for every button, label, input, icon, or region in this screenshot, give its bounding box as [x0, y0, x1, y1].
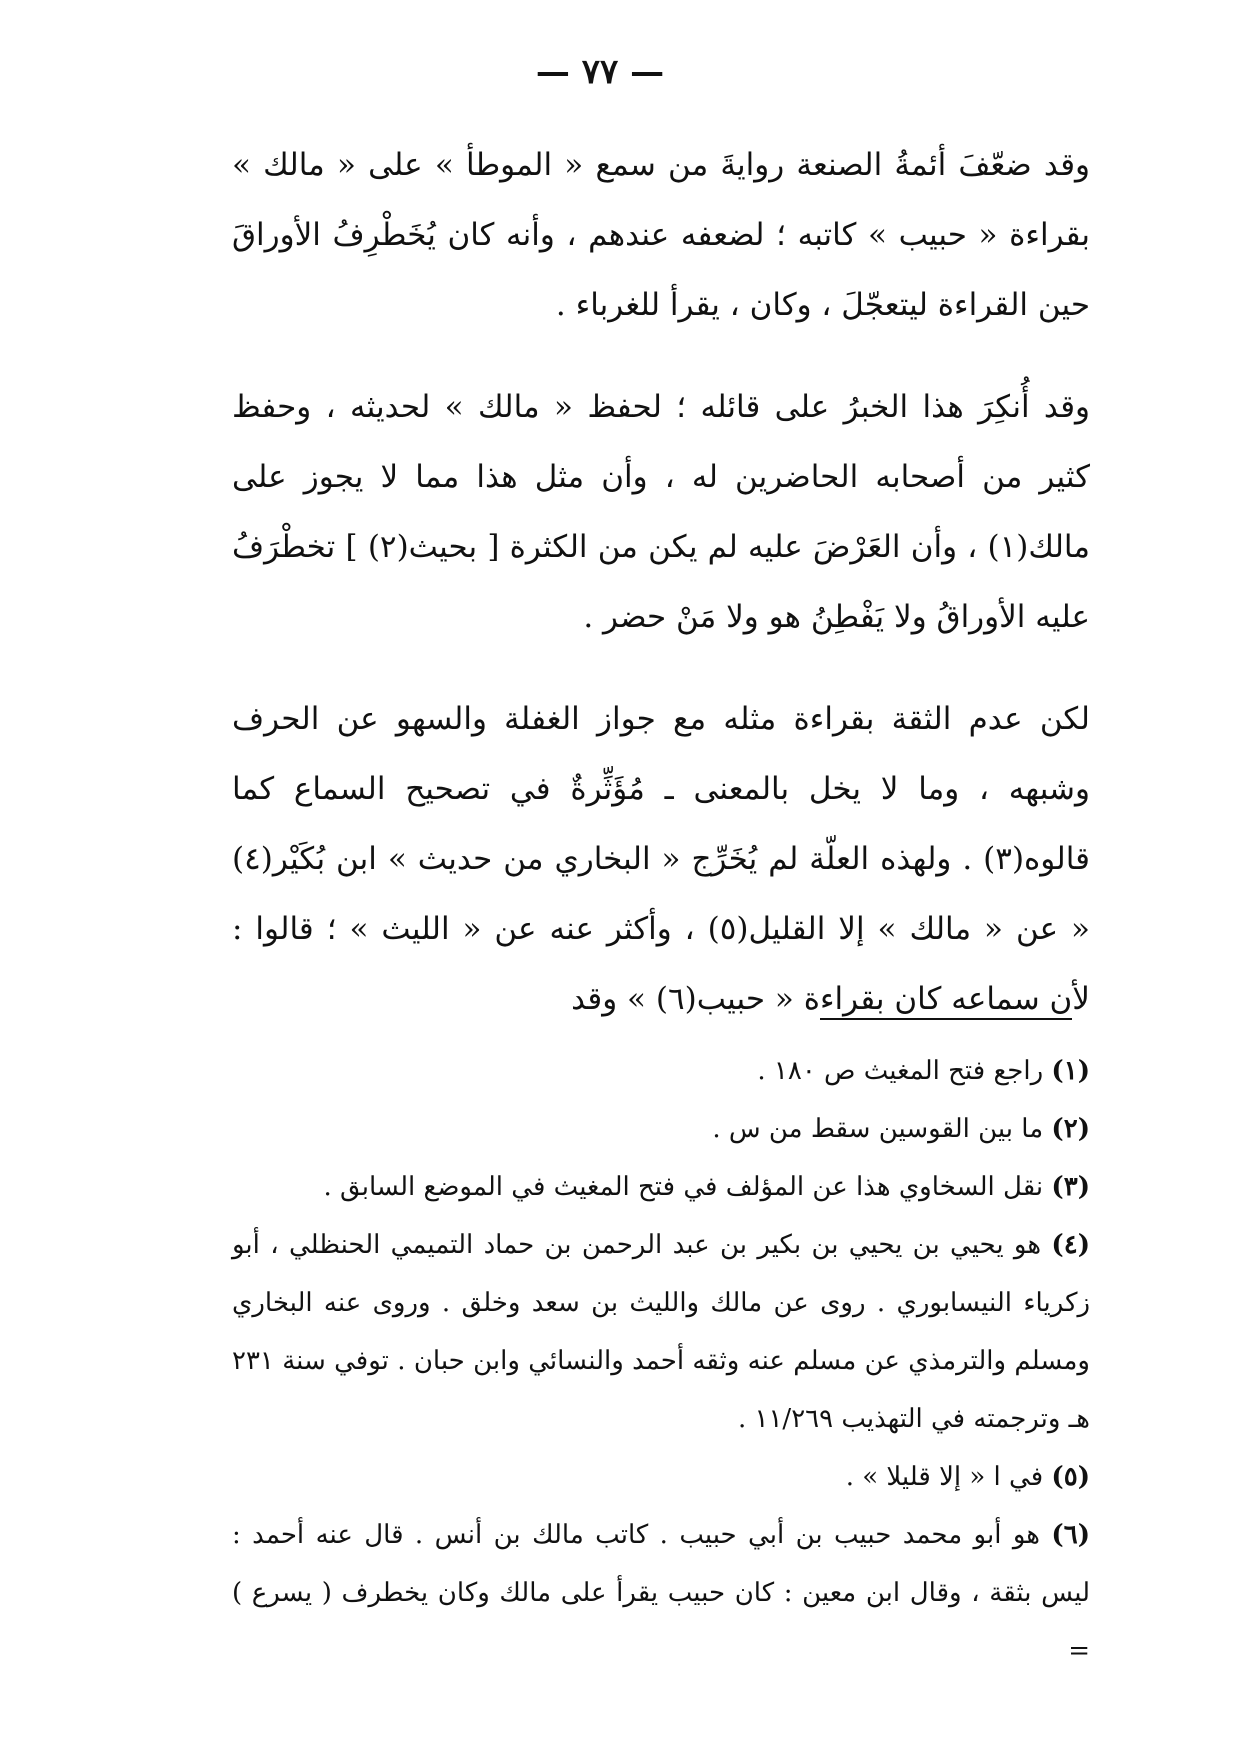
paragraph: وقد أُنكِرَ هذا الخبرُ على قائله ؛ لحفظ « مالك » لحديثه ، وحفظ كثير من أصحابه الحاضرين له ، وأن مثل هذا مما لا يجوز على مالك(١) ، وأن العَرْضَ عليه لم يكن من الكثرة [ بحيث(٢) ] تخطْرَفُ عليه الأوراقُ ولا يَفْطِنُ هو ولا مَنْ حضر . [232, 389, 1090, 635]
footnote [232, 1158, 1090, 1216]
footnote-text: في ا « إلا قليلا » . [845, 1462, 1044, 1492]
footnote-text: هو يحيي بن يحيي بن بكير بن عبد الرحمن بن حماد التميمي الحنظلي ، أبو زكرياء النيسابوري . روى عن مالك والليث بن سعد وخلق . وروى عنه البخاري ومسلم والترمذي عن مسلم عنه وثقه أحمد والنسائي وابن حبان . توفي سنة ٢٣١ هـ وترجمته في التهذيب ١١/٢٦٩ . [232, 1230, 1090, 1434]
footnote-text: ما بين القوسين سقط من س . [712, 1114, 1044, 1144]
footnote [232, 1506, 1090, 1680]
footnote-number: (٥) [1051, 1462, 1090, 1492]
footnote-number: (١) [1051, 1056, 1090, 1086]
footnote-text: نقل السخاوي هذا عن المؤلف في فتح المغيث في الموضع السابق . [323, 1172, 1044, 1202]
page-number: — ٧٧ — [535, 52, 665, 92]
footnote-number: (٣) [1051, 1172, 1090, 1202]
footnote-separator [820, 1018, 1072, 1020]
footnote [232, 1448, 1090, 1506]
footnotes [232, 1042, 1090, 1680]
footnote-number: (٦) [1051, 1520, 1091, 1550]
footnote-number: (٢) [1051, 1114, 1090, 1144]
paragraph: لكن عدم الثقة بقراءة مثله مع جواز الغفلة والسهو عن الحرف وشبهه ، وما لا يخل بالمعنى ـ مُؤَثِّرةٌ في تصحيح السماع كما قالوه(٣) . ولهذه العلّة لم يُخَرِّج « البخاري من حديث » ابن بُكَيْر(٤) « عن « مالك » إلا القليل(٥) ، وأكثر عنه عن « الليث » ؛ قالوا : لأن سماعه كان بقراءة « حبيب(٦) » وقد [232, 701, 1090, 1017]
paragraph: وقد ضعّفَ أئمةُ الصنعة روايةَ من سمع « الموطأ » على « مالك » بقراءة « حبيب » كاتبه ؛ لضعفه عندهم ، وأنه كان يُخَطْرِفُ الأوراقَ حين القراءة ليتعجّلَ ، وكان ، يقرأ للغرباء . [232, 147, 1090, 323]
main-text [232, 130, 1090, 1066]
footnote-text: هو أبو محمد حبيب بن أبي حبيب . كاتب مالك بن أنس . قال عنه أحمد : ليس بثقة ، وقال ابن معين : كان حبيب يقرأ على مالك وكان يخطرف ( يسرع ) = [232, 1520, 1090, 1666]
footnote-text: راجع فتح المغيث ص ١٨٠ . [757, 1056, 1044, 1086]
footnote [232, 1216, 1090, 1448]
footnote [232, 1042, 1090, 1100]
footnote [232, 1100, 1090, 1158]
footnote-number: (٤) [1051, 1230, 1090, 1260]
